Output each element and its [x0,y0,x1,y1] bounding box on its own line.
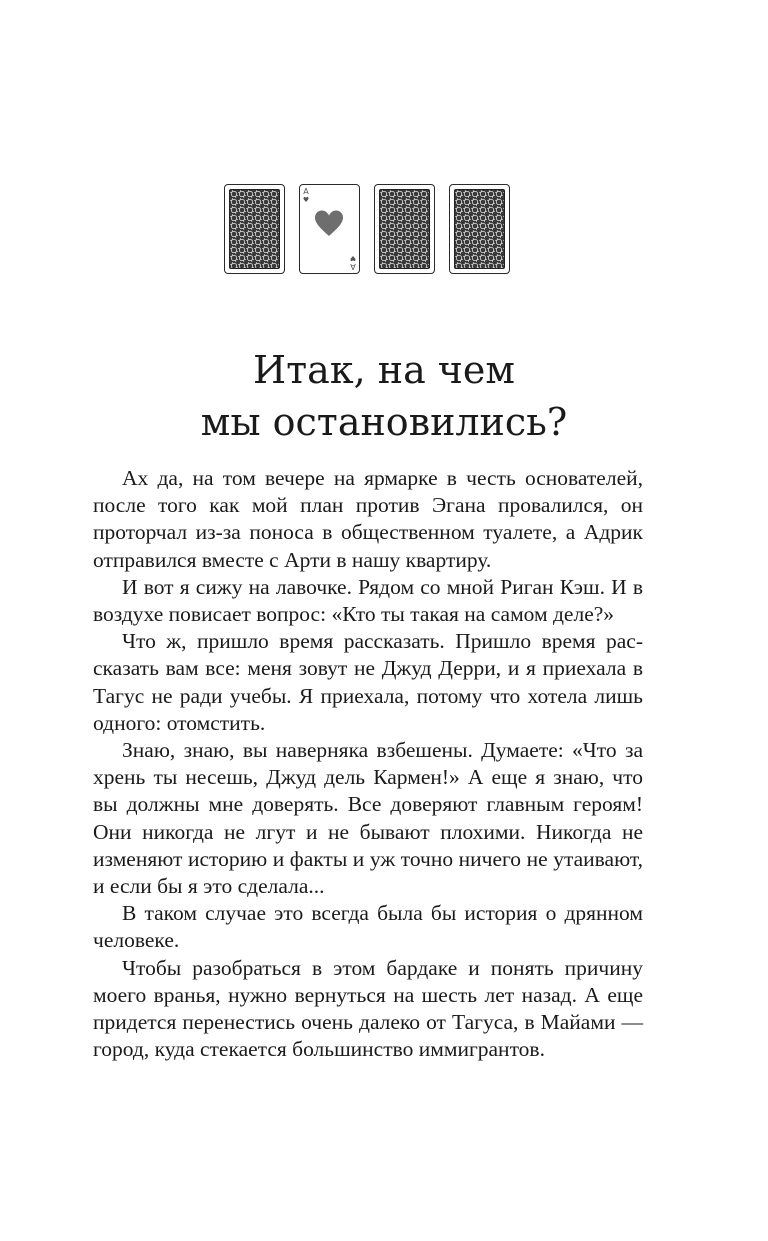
chapter-body [93,465,643,1063]
paragraph: Знаю, знаю, вы наверняка взбешены. Думаете: «Что за хрень ты несешь, Джуд дель Кармен!» А еще я знаю, что вы должны мне доверять. Все доверяют главным героям! Они никогда не лгут и не бывают плохими. Никогда не изменяют историю и факты и уж точно ничего не утаивают, и если бы я это сделала... [93,738,643,899]
paragraph: Ах да, на том вечере на ярмарке в честь основателей, после того как мой план против Эгана провалился, он проторчал из-за поноса в общественном туалете, а Адрик отправился вместе с Арти в нашу квартиру. [93,466,643,572]
chapter-title-line-1: Итак, на чем [253,348,515,392]
ace-suit-bottom: ♥ [349,254,357,262]
chapter-title-line-2: мы остановились? [200,400,568,444]
paragraph: И вот я сижу на лавочке. Рядом со мной Риган Кэш. И в воздухе повисает вопрос: «Кто ты такая на самом деле?» [93,574,643,627]
card-back-icon [224,184,285,274]
playing-cards-ornament [224,184,514,276]
card-back-pattern [379,189,430,269]
card-back-icon [449,184,510,274]
ace-of-hearts-icon [299,184,360,274]
ace-corner-bottom [349,254,357,270]
card-back-icon [374,184,435,274]
heart-icon [314,209,344,239]
paragraph: Что ж, пришло время рассказать. Пришло время рассказать вам все: меня зовут не Джуд Дерри, и я приехала в Тагус не ради учебы. Я приехала, потому что хотела лишь одного: отомстить. [93,629,643,735]
card-back-pattern [454,189,505,269]
ace-corner-top [302,188,310,204]
ace-rank: A [303,187,309,196]
ace-rank-bottom: A [350,262,356,271]
chapter-title [0,344,768,448]
paragraph: Чтобы разобраться в этом бардаке и понять причину моего вранья, нужно вернуться на шесть лет назад. А еще придется перенестись очень далеко от Тагуса, в Майами — город, куда стекается большинство иммигрантов. [93,955,643,1062]
paragraph: В таком случае это всегда была бы история о дрянном человеке. [93,901,643,953]
card-back-pattern [229,189,280,269]
ace-suit: ♥ [302,196,310,204]
